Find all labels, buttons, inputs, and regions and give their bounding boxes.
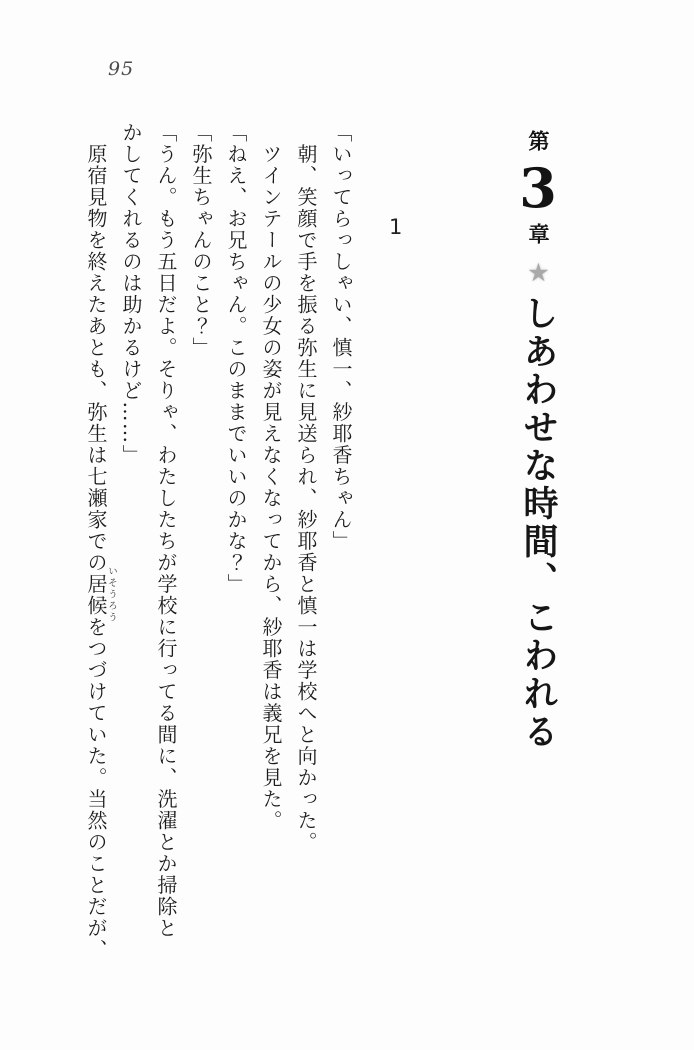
chapter-heading <box>506 130 570 850</box>
chapter-label-prefix: 第 <box>526 130 550 153</box>
body-text <box>78 122 358 970</box>
text-column: ツインテールの少女の姿が見えなくなってから、紗耶香は義兄を見た。 <box>259 122 283 832</box>
chapter-number: 3 <box>506 156 570 220</box>
text-column: 原宿見物を終えたあとも、弥生は七瀬家での居候をつづけていた。当然のことだが、 <box>84 122 108 961</box>
furigana-reading: いそうろう <box>106 566 117 624</box>
text-column: 朝、笑顔で手を振る弥生に見送られ、紗耶香と慎一は学校へと向かった。 <box>294 122 318 853</box>
page-number: 95 <box>108 58 135 80</box>
star-icon: ★ <box>524 258 553 287</box>
chapter-label-suffix: 章 <box>526 223 550 246</box>
text-column: 「いってらっしゃい、慎一、紗耶香ちゃん」 <box>329 122 353 552</box>
text-column: 「ねえ、お兄ちゃん。このままでいいのかな？」 <box>224 122 248 595</box>
section-number: 1 <box>389 215 403 239</box>
text-column: 「うん。もう五日だよ。そりゃ、わたしたちが学校に行ってる間に、洗濯とか掃除と <box>154 122 178 939</box>
text-column: かしてくれるのは助かるけど……」 <box>119 122 143 466</box>
text-column: 「弥生ちゃんのこと？」 <box>189 122 213 359</box>
chapter-title: しあわせな時間、こわれる <box>518 295 558 751</box>
